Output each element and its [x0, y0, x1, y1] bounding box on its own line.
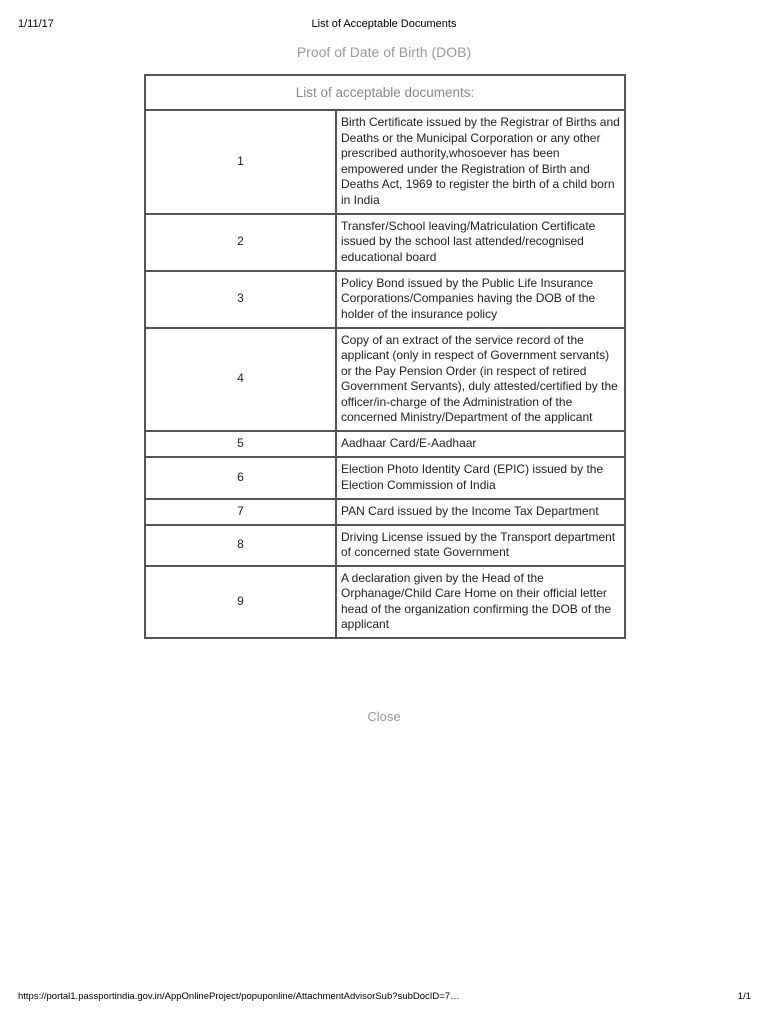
table-row [145, 525, 625, 566]
table-row [145, 499, 625, 525]
table-row [145, 431, 625, 457]
table-row [145, 110, 625, 214]
table-row [145, 328, 625, 431]
document-description: Copy of an extract of the service record of the applicant (only in respect of Government servants) or the Pay Pension Order (in respect of retired Government Servants), duly attested/certified by the officer/in-charge of the Administration of the concerned Ministry/Department of the applicant [336, 328, 625, 431]
table-row [145, 457, 625, 499]
document-description: A declaration given by the Head of the Orphanage/Child Care Home on their official letter head of the organization confirming the DOB of the applicant [336, 566, 625, 638]
row-number: 3 [145, 271, 336, 328]
table-row [145, 566, 625, 638]
row-number: 4 [145, 328, 336, 431]
row-number: 9 [145, 566, 336, 638]
table-row [145, 271, 625, 328]
document-description: Birth Certificate issued by the Registrar of Births and Deaths or the Municipal Corporation or any other prescribed authority,whosoever has been empowered under the Registration of Birth and Deaths Act, 1969 to register the birth of a child born in India [336, 110, 625, 214]
close-button[interactable]: Close [367, 709, 401, 724]
row-number: 2 [145, 214, 336, 271]
row-number: 7 [145, 499, 336, 525]
document-description: PAN Card issued by the Income Tax Department [336, 499, 625, 525]
table-row [145, 214, 625, 271]
document-description: Driving License issued by the Transport department of concerned state Government [336, 525, 625, 566]
row-number: 1 [145, 110, 336, 214]
row-number: 6 [145, 457, 336, 499]
document-description: Transfer/School leaving/Matriculation Certificate issued by the school last attended/recognised educational board [336, 214, 625, 271]
print-footer [0, 991, 768, 1005]
print-date: 1/11/17 [18, 18, 54, 30]
table-header: List of acceptable documents: [145, 75, 625, 110]
document-description: Aadhaar Card/E-Aadhaar [336, 431, 625, 457]
page-url: https://portal1.passportindia.gov.in/AppOnlineProject/popuponline/AttachmentAdvisorSub?subDocID=7… [18, 991, 460, 1002]
print-document-title: List of Acceptable Documents [311, 18, 457, 30]
table-header-row [145, 75, 625, 110]
document-description: Policy Bond issued by the Public Life Insurance Corporations/Companies having the DOB of the holder of the insurance policy [336, 271, 625, 328]
row-number: 8 [145, 525, 336, 566]
page-title: Proof of Date of Birth (DOB) [296, 44, 472, 60]
print-header [0, 18, 768, 34]
document-description: Election Photo Identity Card (EPIC) issued by the Election Commission of India [336, 457, 625, 499]
acceptable-documents-table [144, 74, 626, 639]
page-count: 1/1 [737, 991, 751, 1002]
row-number: 5 [145, 431, 336, 457]
